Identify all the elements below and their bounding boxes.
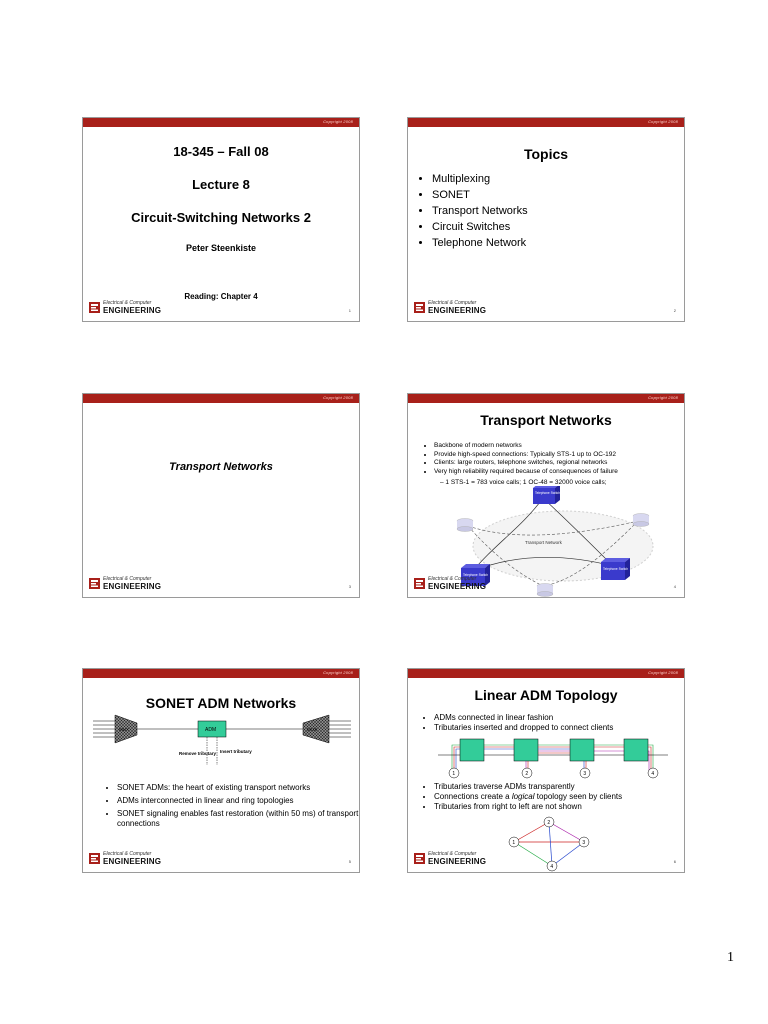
switch-label: Telephone Switch [463,573,488,577]
logical-links [514,822,584,866]
bullet-text: topology seen by clients [534,792,623,801]
ring-node [509,837,519,847]
ece-logo-icon [414,302,425,313]
client-node [580,768,590,778]
list-item: • ADMs interconnected in linear and ring topologies [117,796,360,806]
bullet-list-top [422,713,685,733]
page-number: 1 [727,950,734,965]
section-title: Transport Networks [169,461,273,473]
copyright-text: Copyright 2008 [648,119,678,124]
slide-4 [407,393,685,598]
switch-label: Telephone Switch [535,491,560,495]
router-cylinder [633,514,649,527]
client-node [648,768,658,778]
bullet-text: Tributaries from right to left are not shown [434,802,582,811]
slide-1 [82,117,360,322]
client-node [522,768,532,778]
node-label: 3 [583,771,587,777]
list-item [434,802,685,812]
ece-logo-icon [89,853,100,864]
mux-label: MUX [307,727,317,732]
node-label: 3 [582,840,586,846]
ece-logo-icon [414,578,425,589]
slide-number: 1 [348,308,351,313]
logo-line-2: ENGINEERING [103,857,162,866]
list-item: • Telephone Network [432,237,528,249]
list-item: • Circuit Switches [432,221,528,233]
ece-logo [414,851,494,867]
network-label: Transport Network [525,540,562,545]
author-name: Peter Steenkiste [185,243,257,253]
logo-line-1: Electrical & Computer [103,851,152,857]
slide-title: SONET ADM Networks [145,695,297,711]
slide-title: Topics [523,146,569,162]
list-item: • Tributaries inserted and dropped to connect clients [434,723,685,733]
ece-logo [89,851,169,867]
logo-line-1: Electrical & Computer [428,576,477,582]
sub-bullet: – 1 STS-1 = 783 voice calls; 1 OC-48 = 32000 voice calls; [440,479,607,486]
copyright-text: Copyright 2008 [648,670,678,675]
lecture-title: Circuit-Switching Networks 2 [131,210,311,225]
ece-logo-icon [89,578,100,589]
slide-number: 4 [673,584,676,589]
node-label: 4 [651,771,655,777]
telephone-switch-right [601,558,630,580]
logo-line-1: Electrical & Computer [103,576,152,582]
list-item: • Provide high-speed connections: Typically STS-1 up to OC-192 [434,451,685,460]
slide-title: Transport Networks [480,412,612,428]
logo-line-2: ENGINEERING [103,306,162,315]
node-label: 2 [525,771,529,777]
slide-header-bar [83,394,359,403]
logo-line-2: ENGINEERING [428,582,487,591]
list-item: • Very high reliability required because of consequences of failure [434,468,685,477]
copyright-text: Copyright 2008 [323,119,353,124]
reading-note: Reading: Chapter 4 [184,292,258,301]
adm-box [460,739,484,761]
linear-adm-diagram [438,735,668,781]
slide-number: 2 [673,308,676,313]
list-item: • SONET signaling enables fast restoration (within 50 ms) of transport connections [117,809,360,829]
slide-2 [407,117,685,322]
list-item [434,792,685,802]
bullet-list-bottom [422,782,685,812]
ece-logo-icon [414,853,425,864]
router-cylinder [537,584,553,597]
logical-ring-diagram [504,814,594,873]
insert-tributary-label: Insert tributary [220,749,252,754]
remove-tributary-label: Remove tributary [179,751,217,756]
ece-logo [414,300,494,316]
adm-box [570,739,594,761]
bullet-emphasis: logical [511,792,535,801]
list-item [434,782,685,792]
bullet-text: Connections create a [434,792,512,801]
slide-title: Linear ADM Topology [474,687,618,703]
ece-logo [89,576,169,592]
sub-bullet-text: 1 STS-1 = 783 voice calls; 1 OC-48 = 32000 voice calls; [445,479,607,486]
node-label: 1 [452,771,456,777]
logo-line-2: ENGINEERING [428,306,487,315]
list-item: • Clients: large routers, telephone switches, regional networks [434,459,685,468]
logo-line-1: Electrical & Computer [103,300,152,306]
course-title: 18-345 – Fall 08 [173,144,269,159]
ece-logo [414,576,494,592]
ece-logo-icon [89,302,100,313]
topics-list [420,173,528,253]
copyright-text: Copyright 2008 [323,670,353,675]
logo-line-2: ENGINEERING [103,582,162,591]
node-label: 2 [547,820,551,826]
list-item: • ADMs connected in linear fashion [434,713,685,723]
slide-3 [82,393,360,598]
node-label: 1 [512,840,516,846]
switch-label: Telephone Switch [603,567,628,571]
logo-line-1: Electrical & Computer [428,851,477,857]
slide-header-bar [408,118,684,127]
client-node [449,768,459,778]
slide-header-bar [408,394,684,403]
mux-label: MUX [119,727,129,732]
output-lines [329,721,351,737]
slide-number: 3 [348,584,351,589]
slide-header-bar [83,118,359,127]
copyright-text: Copyright 2008 [323,395,353,400]
slide-header-bar [408,669,684,678]
copyright-text: Copyright 2008 [648,395,678,400]
slide-number: 5 [348,859,351,864]
bullet-list [422,442,685,476]
list-item: • Multiplexing [432,173,528,185]
router-cylinder [457,519,473,532]
list-item: • SONET [432,189,528,201]
sonet-adm-diagram [93,713,353,768]
adm-label: ADM [205,727,217,733]
slide-5 [82,668,360,873]
adm-box [514,739,538,761]
ring-node [579,837,589,847]
slide-number: 6 [673,859,676,864]
logo-line-2: ENGINEERING [428,857,487,866]
lecture-number: Lecture 8 [192,177,250,192]
logo-line-1: Electrical & Computer [428,300,477,306]
slide-6 [407,668,685,873]
bullet-text: Tributaries traverse ADMs transparently [434,782,575,791]
list-item: • SONET ADMs: the heart of existing transport networks [117,783,360,793]
input-lines [93,721,115,737]
ring-node [544,817,554,827]
adm-box [624,739,648,761]
ring-node [547,861,557,871]
list-item: • Backbone of modern networks [434,442,685,451]
telephone-switch-top [533,486,560,504]
bullet-list [105,783,360,833]
slide-header-bar [83,669,359,678]
list-item: • Transport Networks [432,205,528,217]
ece-logo [89,300,169,316]
node-label: 4 [550,864,554,870]
